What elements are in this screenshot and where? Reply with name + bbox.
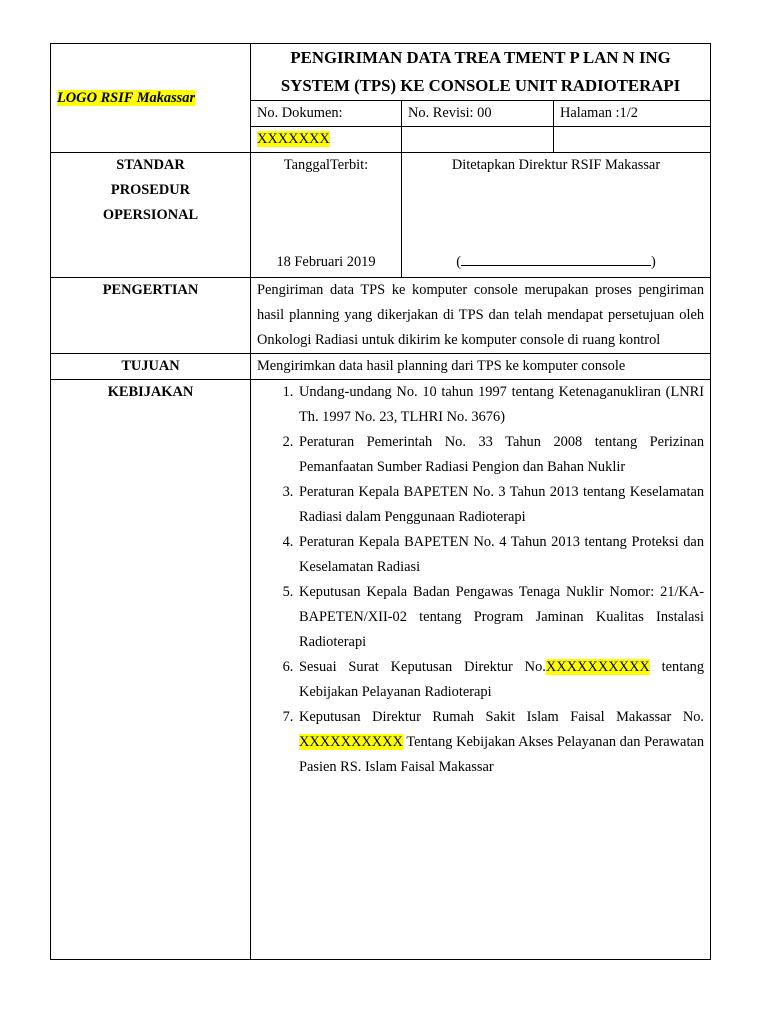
title-line-1: PENGIRIMAN DATA TREA TMENT P LAN N ING	[290, 48, 671, 67]
no-dokumen-cell	[251, 101, 402, 127]
item6-text: Sesuai Surat Keputusan Direktur No.	[299, 659, 546, 675]
halaman-cell	[554, 101, 711, 127]
list-item	[297, 655, 704, 705]
list-item: 2. Peraturan Pemerintah No. 33 Tahun 2008 tentang Perizinan Pemanfaatan Sumber Radiasi Pengion dan Bahan Nuklir	[297, 430, 704, 480]
item7-placeholder: XXXXXXXXXX	[299, 734, 403, 750]
pengertian-label: PENGERTIAN	[51, 278, 251, 354]
ditetapkan-cell	[402, 153, 711, 278]
sop-label-cell	[51, 153, 251, 278]
no-dokumen-value: XXXXXXX	[257, 131, 330, 147]
tanggal-terbit-label: TanggalTerbit:	[283, 157, 369, 173]
tujuan-text: Mengirimkan data hasil planning dari TPS ke komputer console	[251, 354, 711, 380]
item6-text-end: tentang Kebijakan Pelayanan Radioterapi	[299, 659, 705, 700]
sop-label-line-1: STANDAR	[116, 157, 185, 173]
halaman: Halaman :1/2	[560, 105, 638, 121]
no-dokumen-label: No. Dokumen:	[257, 105, 343, 121]
empty-cell	[554, 127, 711, 153]
pengertian-text: Pengiriman data TPS ke komputer console merupakan proses pengiriman hasil planning yang dikerjakan di TPS dan telah mendapat persetujuan oleh Onkologi Radiasi untuk dikirim ke komputer console di ruang kontrol	[251, 278, 711, 354]
no-revisi-cell	[402, 101, 554, 127]
tanggal-terbit-cell	[251, 153, 402, 278]
list-item: 1. Undang-undang No. 10 tahun 1997 tentang Ketenaganukliran (LNRI Th. 1997 No. 23, TLHRI No. 3676)	[297, 380, 704, 430]
list-item: 5. Keputusan Kepala Badan Pengawas Tenaga Nuklir Nomor: 21/KA- BAPETEN/XII-02 tentang Program Jaminan Kualitas Instalasi Radioterapi	[297, 580, 704, 655]
title-line-2: SYSTEM (TPS) KE CONSOLE UNIT RADIOTERAPI	[280, 76, 681, 95]
sop-document-table	[50, 43, 711, 960]
kebijakan-list	[257, 380, 704, 780]
list-item: 3. Peraturan Kepala BAPETEN No. 3 Tahun 2013 tentang Keselamatan Radiasi dalam Penggunaan Radioterapi	[297, 480, 704, 530]
kebijakan-content	[251, 380, 711, 960]
item7-text: Keputusan Direktur Rumah Sakit Islam Faisal Makassar No.	[299, 709, 705, 725]
sop-label-line-3: OPERSIONAL	[102, 207, 199, 223]
sign-open: (	[456, 254, 462, 270]
sop-label-line-2: PROSEDUR	[110, 182, 191, 198]
item6-placeholder: XXXXXXXXXX	[545, 659, 650, 675]
no-dokumen-value-cell	[251, 127, 402, 153]
empty-cell	[402, 127, 554, 153]
tanggal-terbit-value: 18 Februari 2019	[276, 254, 376, 270]
ditetapkan-text: Ditetapkan Direktur RSIF Makassar	[451, 157, 661, 173]
signature-line	[402, 250, 710, 275]
signature-blank	[461, 251, 651, 266]
kebijakan-label: KEBIJAKAN	[51, 380, 251, 960]
logo-cell	[51, 44, 251, 153]
list-item	[297, 705, 704, 780]
list-item: 4. Peraturan Kepala BAPETEN No. 4 Tahun 2013 tentang Proteksi dan Keselamatan Radiasi	[297, 530, 704, 580]
item7-text-end: Tentang Kebijakan Akses Pelayanan dan Perawatan Pasien RS. Islam Faisal Makassar	[299, 734, 705, 775]
no-revisi: No. Revisi: 00	[408, 105, 492, 121]
logo-placeholder: LOGO RSIF Makassar	[57, 89, 196, 106]
tujuan-label: TUJUAN	[51, 354, 251, 380]
sign-close: )	[651, 254, 656, 270]
document-title	[251, 44, 711, 101]
